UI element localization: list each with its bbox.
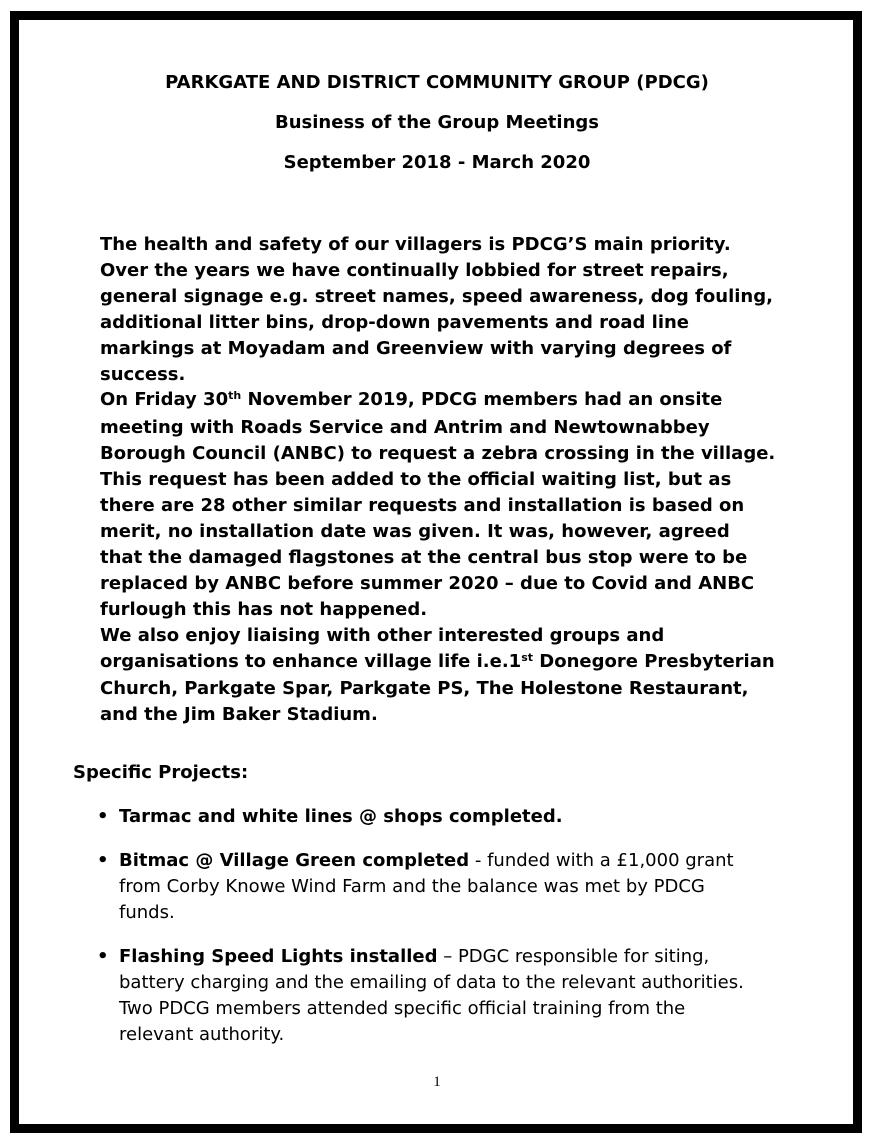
text-line: Flashing Speed Lights installed – PDGC responsible for siting, [119, 946, 710, 967]
text-line: replaced by ANBC before summer 2020 – due to Covid and ANBC [100, 572, 755, 594]
page-number: 1 [433, 1074, 441, 1090]
text-line: organisations to enhance village life i.e.1st Donegore Presbyterian [100, 650, 775, 672]
bullet-marker-icon: • [97, 946, 109, 967]
text-line: funds. [119, 902, 175, 923]
text-line: On Friday 30th November 2019, PDCG members had an onsite [100, 389, 723, 411]
text-line: additional litter bins, drop-down pavements and road line [100, 311, 690, 333]
document-title: PARKGATE AND DISTRICT COMMUNITY GROUP (PDCG) [165, 72, 709, 93]
text-line: Tarmac and white lines @ shops completed. [119, 806, 563, 827]
text-line: This request has been added to the official waiting list, but as [100, 469, 732, 491]
text-line: Two PDCG members attended specific official training from the [119, 998, 686, 1019]
text-line: relevant authority. [119, 1024, 285, 1045]
text-line: there are 28 other similar requests and installation is based on [100, 495, 745, 517]
section-heading: Specific Projects: [73, 762, 249, 783]
text-line: general signage e.g. street names, speed awareness, dog fouling, [100, 285, 773, 307]
text-line: success. [100, 363, 186, 385]
text-line: The health and safety of our villagers is PDCG’S main priority. [100, 234, 731, 255]
text-line: markings at Moyadam and Greenview with varying degrees of [100, 337, 732, 359]
text-line: merit, no installation date was given. It was, however, agreed [100, 520, 730, 542]
bullet-marker-icon: • [97, 806, 109, 827]
intro-paragraphs [100, 232, 775, 728]
text-line: We also enjoy liaising with other interested groups and [100, 624, 665, 646]
text-line: Borough Council (ANBC) to request a zebra crossing in the village. [100, 443, 776, 465]
text-line: from Corby Knowe Wind Farm and the balance was met by PDCG [119, 876, 705, 897]
text-line: Bitmac @ Village Green completed - funded with a £1,000 grant [119, 850, 734, 871]
text-line: Over the years we have continually lobbied for street repairs, [100, 259, 729, 281]
text-line: that the damaged flagstones at the central bus stop were to be [100, 546, 748, 568]
project-bullet-item [97, 848, 744, 926]
project-bullet-item [97, 804, 744, 830]
bullet-marker-icon: • [97, 850, 109, 871]
text-line: Church, Parkgate Spar, Parkgate PS, The Holestone Restaurant, [100, 678, 749, 700]
text-line: meeting with Roads Service and Antrim and Newtownabbey [100, 417, 710, 439]
bullet-text [119, 944, 744, 1048]
text-line: and the Jim Baker Stadium. [100, 704, 378, 726]
text-line: furlough this has not happened. [100, 598, 428, 620]
document-subtitle: Business of the Group Meetings [275, 112, 599, 133]
bullet-text [119, 804, 563, 830]
project-bullet-item [97, 944, 744, 1048]
text-line: battery charging and the emailing of data to the relevant authorities. [119, 972, 744, 993]
document-date-range: September 2018 - March 2020 [283, 152, 591, 173]
projects-list [97, 804, 744, 1066]
bullet-text [119, 848, 734, 926]
